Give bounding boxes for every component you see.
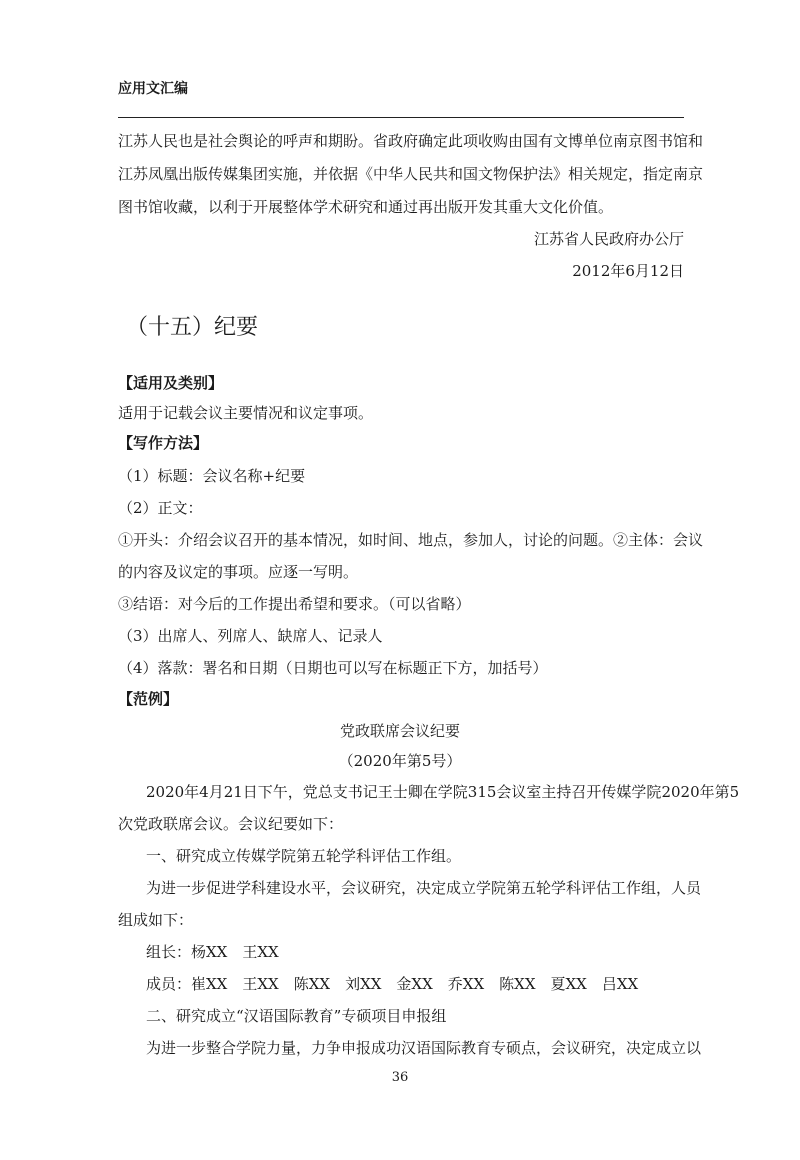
example-item2-text: 为进一步整合学院力量，力争申报成功汉语国际教育专硕点，会议研究，决定成立以 xyxy=(146,1039,702,1057)
running-header: 应用文汇编 xyxy=(118,81,188,97)
section-title: （十五）纪要 xyxy=(126,315,259,340)
example-heading: 【范例】 xyxy=(118,690,179,708)
example-paragraph-line: 次党政联席会议。会议纪要如下： xyxy=(118,815,344,833)
applicable-text: 适用于记载会议主要情况和议定事项。 xyxy=(118,404,374,422)
method-item: （2）正文： xyxy=(118,499,203,517)
header-rule xyxy=(118,117,684,118)
example-number: （2020年第5号） xyxy=(338,752,462,770)
method-item: （1）标题：会议名称+纪要 xyxy=(118,467,306,485)
method-item: ③结语：对今后的工作提出希望和要求。（可以省略） xyxy=(118,595,471,613)
example-paragraph-line: 2020年4月21日下午，党总支书记王士卿在学院315会议室主持召开传媒学院2020年第5 xyxy=(146,783,740,801)
example-item1-text: 为进一步促进学科建设水平，会议研究，决定成立学院第五轮学科评估工作组，人员 xyxy=(146,879,702,897)
intro-line: 图书馆收藏，以利于开展整体学术研究和通过再出版开发其重大文化价值。 xyxy=(118,198,614,216)
intro-line: 江苏人民也是社会舆论的呼声和期盼。省政府确定此项收购由国有文博单位南京图书馆和 xyxy=(118,132,704,150)
applicable-heading: 【适用及类别】 xyxy=(118,374,224,392)
example-leader: 组长：杨XX 王XX xyxy=(146,943,279,961)
method-item: （3）出席人、列席人、缺席人、记录人 xyxy=(118,627,383,645)
example-item1-text: 组成如下： xyxy=(118,911,194,929)
method-item: 的内容及议定的事项。应逐一写明。 xyxy=(118,563,359,581)
example-item2-title: 二、研究成立“汉语国际教育”专硕项目申报组 xyxy=(146,1007,447,1025)
example-item1-title: 一、研究成立传媒学院第五轮学科评估工作组。 xyxy=(146,847,462,865)
intro-date: 2012年6月12日 xyxy=(572,262,684,280)
intro-signature: 江苏省人民政府办公厅 xyxy=(533,230,684,248)
example-title: 党政联席会议纪要 xyxy=(339,722,460,740)
method-item: ①开头：介绍会议召开的基本情况，如时间、地点，参加人，讨论的问题。②主体：会议 xyxy=(118,531,704,549)
method-heading: 【写作方法】 xyxy=(118,434,209,452)
method-item: （4）落款：署名和日期（日期也可以写在标题正下方，加括号） xyxy=(118,659,548,677)
page-number: 36 xyxy=(391,1070,409,1085)
example-members: 成员：崔XX 王XX 陈XX 刘XX 金XX 乔XX 陈XX 夏XX 吕XX xyxy=(146,975,639,993)
intro-line: 江苏凤凰出版传媒集团实施，并依据《中华人民共和国文物保护法》相关规定，指定南京 xyxy=(118,165,704,183)
